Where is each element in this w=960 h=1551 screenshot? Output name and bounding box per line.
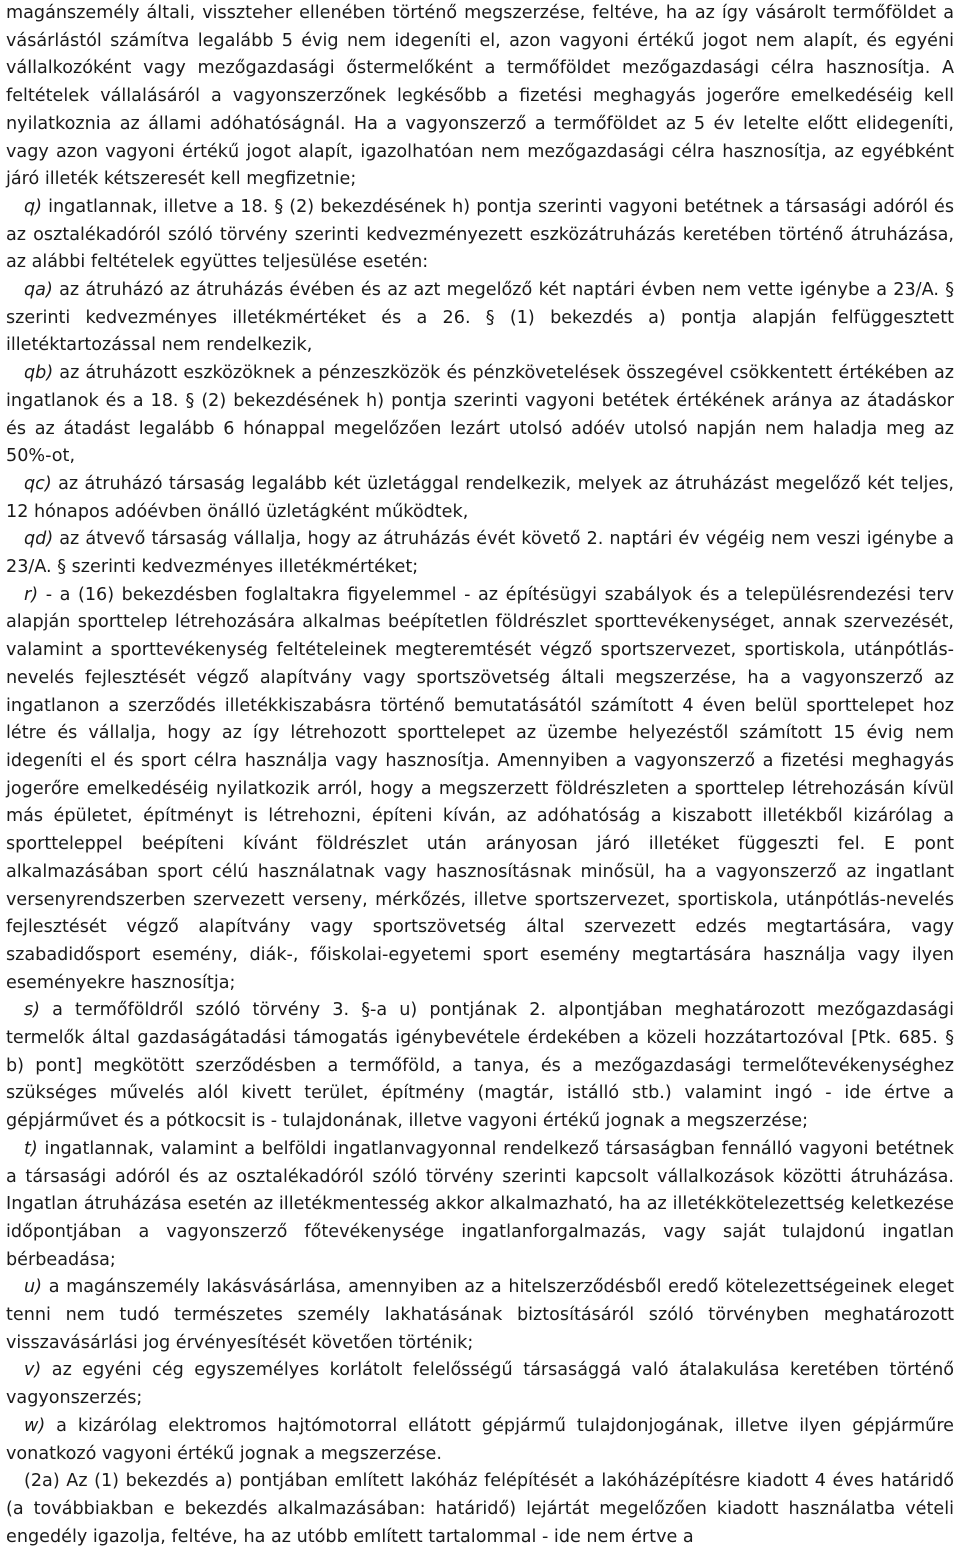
paragraph-text: a kizárólag elektromos hajtómotorral ellátott gépjármű tulajdonjogának, illetve ilyen gépjárműre vonatkozó vagyoni értékű jognak a megszerzése. bbox=[6, 1415, 954, 1464]
item-label: qc) bbox=[24, 473, 52, 494]
item-label: qb) bbox=[24, 363, 54, 384]
paragraph-text: ingatlannak, illetve a 18. § (2) bekezdésének h) pontja szerinti vagyoni betétnek a társasági adóról és az osztalékadóról szóló törvény szerinti kedvezményezett eszközátruházás keretében történő átruházása, az alábbi feltételek együttes teljesülése esetén: bbox=[6, 196, 954, 273]
paragraph-text: az átruházó az átruházás évében és az azt megelőző két naptári évben nem vette igénybe a 23/A. § szerinti kedvezményes illetékmértéket és a 26. § (1) bekezdés a) pontja alapján felfüggesztett illetéktartozással nem rendelkezik, bbox=[6, 280, 954, 356]
paragraph-qc bbox=[6, 471, 954, 526]
paragraph-text: az átruházó társaság legalább két üzletággal rendelkezik, melyek az átruházást megelőző két teljes, 12 hónapos adóévben önálló üzletágként működtek, bbox=[6, 473, 954, 522]
item-label: q) bbox=[24, 196, 43, 217]
item-label: t) bbox=[24, 1138, 38, 1159]
paragraph-text: - a (16) bekezdésben foglaltakra figyelemmel - az építésügyi szabályok és a településrendezési terv alapján sporttelep létrehozására alkalmas beépítetlen földrészlet sporttevékenységet, annak szervezését, valamint a sporttevékenység feltételeinek megteremtését végző sportszervezet, sportiskola, utánpótlás-nevelés fejlesztését végző alapítvány vagy sportszövetség általi megszerzése, ha a vagyonszerző az ingatlanon a szerződés illetékkiszabásra történő bemutatásától számított 4 éven belül sporttelepet hoz létre és vállalja, hogy az így létrehozott sporttelepet az üzembe helyezéstől számított 15 évig nem idegeníti el és sport célra használja vagy hasznosítja. Amennyiben a vagyonszerző a fizetési meghagyás jogerőre emelkedéséig nyilatkozik arról, hogy a megszerzett földrészleten a sporttelep létrehozásán kívül más épületet, építményt is létrehozni, építeni kíván, az adóhatóság a kiszabott illetékből kizárólag a sportteleppel beépíteni kívánt földrészlet után arányosan járó illetéket függeszti fel. E pont alkalmazásában sport célú használatnak vagy hasznosításnak minősül, ha a vagyonszerző az ingatlant versenyrendszerben szervezett verseny, mérkőzés, illetve sportszervezet, sportiskola, utánpótlás-nevelés fejlesztését végző alapítvány vagy sportszövetség által szervezett edzés megtartására, vagy szabadidősport esemény, diák-, főiskolai-egyetemi sport esemény megtartására használja vagy ilyen eseményekre hasznosítja; bbox=[6, 584, 954, 993]
paragraph-qb bbox=[6, 360, 954, 471]
item-label: u) bbox=[24, 1277, 43, 1298]
paragraph-intro bbox=[6, 0, 954, 194]
item-label: r) bbox=[24, 584, 39, 605]
paragraph-text: az átvevő társaság vállalja, hogy az átruházás évét követő 2. naptári év végéig nem veszi igénybe a 23/A. § szerinti kedvezményes illetékmértéket; bbox=[6, 529, 954, 578]
item-label: qd) bbox=[24, 529, 54, 550]
item-label: w) bbox=[24, 1415, 46, 1436]
item-label: v) bbox=[24, 1360, 42, 1381]
paragraph-text: a magánszemély lakásvásárlása, amennyiben az a hitelszerződésből eredő kötelezettségeinek eleget tenni nem tudó természetes személy lakhatásának biztosításáról szóló törvényben meghatározott visszavásárlási jog érvényesítését követően történik; bbox=[6, 1277, 954, 1353]
paragraph-q bbox=[6, 194, 954, 277]
paragraph-qd bbox=[6, 526, 954, 581]
paragraph-text: a termőföldről szóló törvény 3. §-a u) pontjának 2. alpontjában meghatározott mezőgazdasági termelők által gazdaságátadási támogatás igénybevétele érdekében a közeli hozzátartozóval [Ptk. 685. § b) pont] megkötött szerződésben a termőföld, a tanya, és a mezőgazdasági termelőtevékenységhez szükséges művelés alól kivett terület, építmény (magtár, istálló stb.) valamint ingó - ide értve a gépjárművet és a pótkocsit is - tulajdonának, illetve vagyoni értékű jognak a megszerzése; bbox=[6, 1000, 954, 1132]
paragraph-r bbox=[6, 582, 954, 998]
paragraph-text: az egyéni cég egyszemélyes korlátolt felelősségű társasággá való átalakulása keretében történő vagyonszerzés; bbox=[6, 1360, 954, 1409]
paragraph-s bbox=[6, 997, 954, 1136]
item-label: s) bbox=[24, 1000, 41, 1021]
paragraph-qa bbox=[6, 277, 954, 360]
paragraph-t bbox=[6, 1136, 954, 1275]
paragraph-text: az átruházott eszközöknek a pénzeszközök és pénzkövetelések összegével csökkentett értékében az ingatlanok és a 18. § (2) bekezdésének h) pontja szerinti vagyoni betétek értékének aránya az átadáskor és az átadást legalább 6 hónappal megelőzően lezárt utolsó adóév utolsó napján nem haladja meg az 50%-ot, bbox=[6, 363, 954, 467]
paragraph-text: (2a) Az (1) bekezdés a) pontjában említett lakóház felépítését a lakóházépítésre kiadott 4 éves határidő (a továbbiakban e bekezdés alkalmazásában: határidő) lejártát megelőzően kiadott használatba vételi engedély igazolja, feltéve, ha az utóbb említett tartalommal - ide nem értve a bbox=[6, 1471, 954, 1547]
paragraph-v bbox=[6, 1357, 954, 1412]
paragraph-text: ingatlannak, valamint a belföldi ingatlanvagyonnal rendelkező társaságban fennálló vagyoni betétnek a társasági adóról és az osztalékadóról szóló törvény szerinti kapcsolt vállalkozások közötti átruházása. Ingatlan átruházása esetén az illetékmentesség akkor alkalmazható, ha az illetékkötelezettség keletkezése időpontjában a vagyonszerző főtevékenysége ingatlanforgalmazás, vagy saját tulajdonú ingatlan bérbeadása; bbox=[6, 1138, 954, 1270]
paragraph-w bbox=[6, 1413, 954, 1468]
item-label: qa) bbox=[24, 280, 53, 301]
paragraph-text: magánszemély általi, visszteher ellenében történő megszerzése, feltéve, ha az így vásárolt termőföldet a vásárlástól számítva legalább 5 évig nem idegeníti el, azon vagyoni értékű jogot nem alapít, és egyéni vállalkozóként vagy mezőgazdasági őstermelőként a termőföldet mezőgazdasági célra hasznosítja. A feltételek vállalásáról a vagyonszerzőnek legkésőbb a fizetési meghagyás jogerőre emelkedéséig kell nyilatkoznia az állami adóhatóságnál. Ha a vagyonszerző a termőföldet az 5 év letelte előtt elidegeníti, vagy azon vagyoni értékű jogot alapít, igazolhatóan nem mezőgazdasági célra hasznosítja, az egyébként járó illeték kétszeresét kell megfizetnie; bbox=[6, 3, 954, 190]
document-page bbox=[6, 0, 954, 1551]
paragraph-2a bbox=[6, 1468, 954, 1551]
paragraph-u bbox=[6, 1274, 954, 1357]
